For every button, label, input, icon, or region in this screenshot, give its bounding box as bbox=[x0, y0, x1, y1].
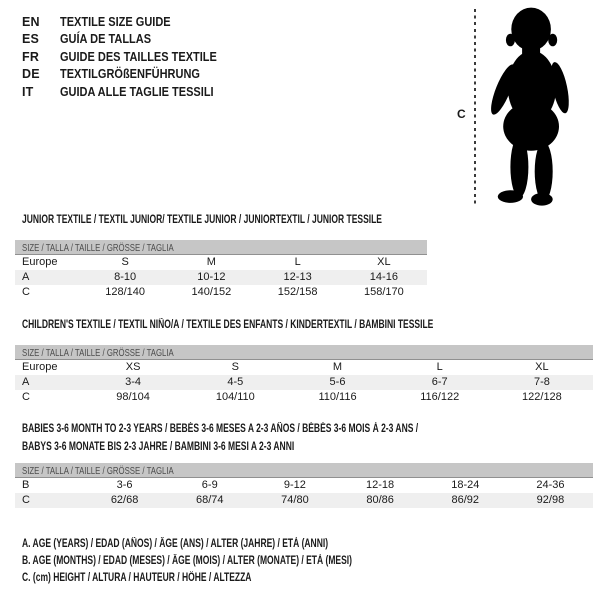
row-label: Europe bbox=[22, 256, 58, 268]
language-title: TEXTILE SIZE GUIDE bbox=[60, 14, 171, 29]
toddler-silhouette-icon bbox=[486, 4, 578, 211]
size-cell: L bbox=[294, 256, 301, 268]
age-cell: 12-13 bbox=[283, 271, 312, 283]
age-cell: 3-4 bbox=[125, 376, 142, 388]
age-cell: 7-8 bbox=[533, 376, 550, 388]
language-legend bbox=[22, 13, 238, 101]
table-row-age bbox=[15, 270, 427, 285]
language-row-it bbox=[22, 83, 238, 101]
language-row-fr bbox=[22, 48, 238, 66]
height-cell: 68/74 bbox=[195, 494, 224, 506]
age-cell: 24-36 bbox=[536, 479, 565, 491]
section-title-line: CHILDREN'S TEXTILE / TEXTIL NIÑO/A / TEXTILE DES ENFANTS / KINDERTEXTIL / BAMBINI TESSILE bbox=[22, 319, 434, 331]
footnote-age-months: B. AGE (MONTHS) / EDAD (MESES) / ÂGE (MOIS) / ALTER (MONATE) / ETÀ (MESI) bbox=[22, 555, 352, 567]
table-header-bar bbox=[15, 463, 593, 478]
height-cell: 122/128 bbox=[522, 391, 562, 403]
height-cell: 104/110 bbox=[215, 391, 255, 403]
height-cell: 140/152 bbox=[191, 286, 232, 298]
row-label: B bbox=[22, 479, 30, 491]
table-header-bar bbox=[15, 345, 593, 360]
footnote-legend bbox=[22, 536, 468, 587]
section-title-line: BABYS 3-6 MONATE BIS 2-3 JAHRE / BAMBINI 3-6 MESI A 2-3 ANNI bbox=[22, 440, 295, 453]
section-title-children bbox=[22, 317, 578, 335]
table-row-europe bbox=[15, 255, 427, 270]
table-row-europe bbox=[15, 360, 593, 375]
age-cell: 9-12 bbox=[283, 479, 306, 491]
age-cell: 3-6 bbox=[116, 479, 133, 491]
section-title-line: JUNIOR TEXTILE / TEXTIL JUNIOR/ TEXTILE JUNIOR / JUNIORTEXTIL / JUNIOR TESSILE bbox=[22, 214, 382, 226]
height-cell: 74/80 bbox=[281, 494, 309, 506]
language-title: GUIDE DES TAILLES TEXTILE bbox=[60, 49, 217, 64]
age-cell: 18-24 bbox=[451, 479, 480, 491]
size-cell: XS bbox=[125, 361, 141, 373]
row-label: C bbox=[22, 286, 30, 298]
language-code: FR bbox=[22, 49, 40, 64]
language-code: EN bbox=[22, 14, 40, 29]
age-cell: 5-6 bbox=[329, 376, 346, 388]
height-cell: 98/104 bbox=[116, 391, 150, 403]
section-title-junior bbox=[22, 212, 508, 230]
height-measure-dashed-line bbox=[474, 9, 476, 207]
height-cell: 92/98 bbox=[536, 494, 565, 506]
age-cell: 6-7 bbox=[431, 376, 448, 388]
height-cell: 86/92 bbox=[451, 494, 480, 506]
height-cell: 128/140 bbox=[105, 286, 145, 298]
age-cell: 14-16 bbox=[369, 271, 398, 283]
height-cell: 116/122 bbox=[420, 391, 460, 403]
language-code: ES bbox=[22, 32, 40, 47]
height-measure-label: C bbox=[457, 107, 466, 121]
footnote-age-years: A. AGE (YEARS) / EDAD (AÑOS) / ÂGE (ANS) / ALTER (JAHRE) / ETÀ (ANNI) bbox=[22, 538, 329, 550]
size-table-babies bbox=[15, 463, 593, 508]
table-header-bar bbox=[15, 240, 427, 255]
size-cell: S bbox=[231, 361, 239, 373]
language-row-en bbox=[22, 13, 238, 31]
row-label: C bbox=[22, 391, 30, 403]
row-label: A bbox=[22, 376, 30, 388]
row-label: A bbox=[22, 271, 30, 283]
height-cell: 62/68 bbox=[110, 494, 139, 506]
language-row-es bbox=[22, 31, 238, 49]
language-title: GUÍA DE TALLAS bbox=[60, 32, 152, 47]
language-code: IT bbox=[22, 84, 34, 99]
size-table-children bbox=[15, 345, 593, 405]
language-code: DE bbox=[22, 67, 40, 82]
size-cell: XL bbox=[377, 256, 391, 268]
table-row-age-months bbox=[15, 478, 593, 493]
row-label: C bbox=[22, 494, 30, 506]
age-cell: 4-5 bbox=[227, 376, 244, 388]
table-row-height bbox=[15, 390, 593, 405]
size-cell: L bbox=[436, 361, 443, 373]
size-table-junior bbox=[15, 240, 427, 300]
table-row-age bbox=[15, 375, 593, 390]
age-cell: 8-10 bbox=[114, 271, 137, 283]
table-header-label: SIZE / TALLA / TAILLE / GRÖSSE / TAGLIA bbox=[22, 348, 174, 359]
language-title: GUIDA ALLE TAGLIE TESSILI bbox=[60, 84, 214, 99]
size-cell: XL bbox=[535, 361, 549, 373]
row-label: Europe bbox=[22, 361, 58, 373]
height-cell: 152/158 bbox=[277, 286, 318, 298]
section-title-babies bbox=[22, 421, 557, 456]
section-title-line: BABIES 3-6 MONTH TO 2-3 YEARS / BEBÉS 3-6 MESES A 2-3 AÑOS / BÉBÉS 3-6 MOIS À 2-3 ANS / bbox=[22, 423, 419, 435]
footnote-height-cm: C. (cm) HEIGHT / ALTURA / HAUTEUR / HÖHE / ALTEZZA bbox=[22, 572, 252, 584]
height-cell: 110/116 bbox=[318, 391, 357, 403]
table-header-label: SIZE / TALLA / TAILLE / GRÖSSE / TAGLIA bbox=[22, 243, 174, 254]
height-cell: 158/170 bbox=[363, 286, 404, 298]
age-cell: 10-12 bbox=[197, 271, 226, 283]
table-row-height bbox=[15, 285, 427, 300]
table-header-label: SIZE / TALLA / TAILLE / GRÖSSE / TAGLIA bbox=[22, 466, 174, 477]
language-title: TEXTILGRÖßENFÜHRUNG bbox=[60, 67, 200, 82]
size-cell: S bbox=[121, 256, 129, 268]
age-cell: 6-9 bbox=[201, 479, 218, 491]
language-row-de bbox=[22, 66, 238, 84]
height-cell: 80/86 bbox=[366, 494, 394, 506]
size-cell: M bbox=[332, 361, 343, 373]
age-cell: 12-18 bbox=[366, 479, 395, 491]
size-cell: M bbox=[206, 256, 216, 268]
table-row-height bbox=[15, 493, 593, 508]
